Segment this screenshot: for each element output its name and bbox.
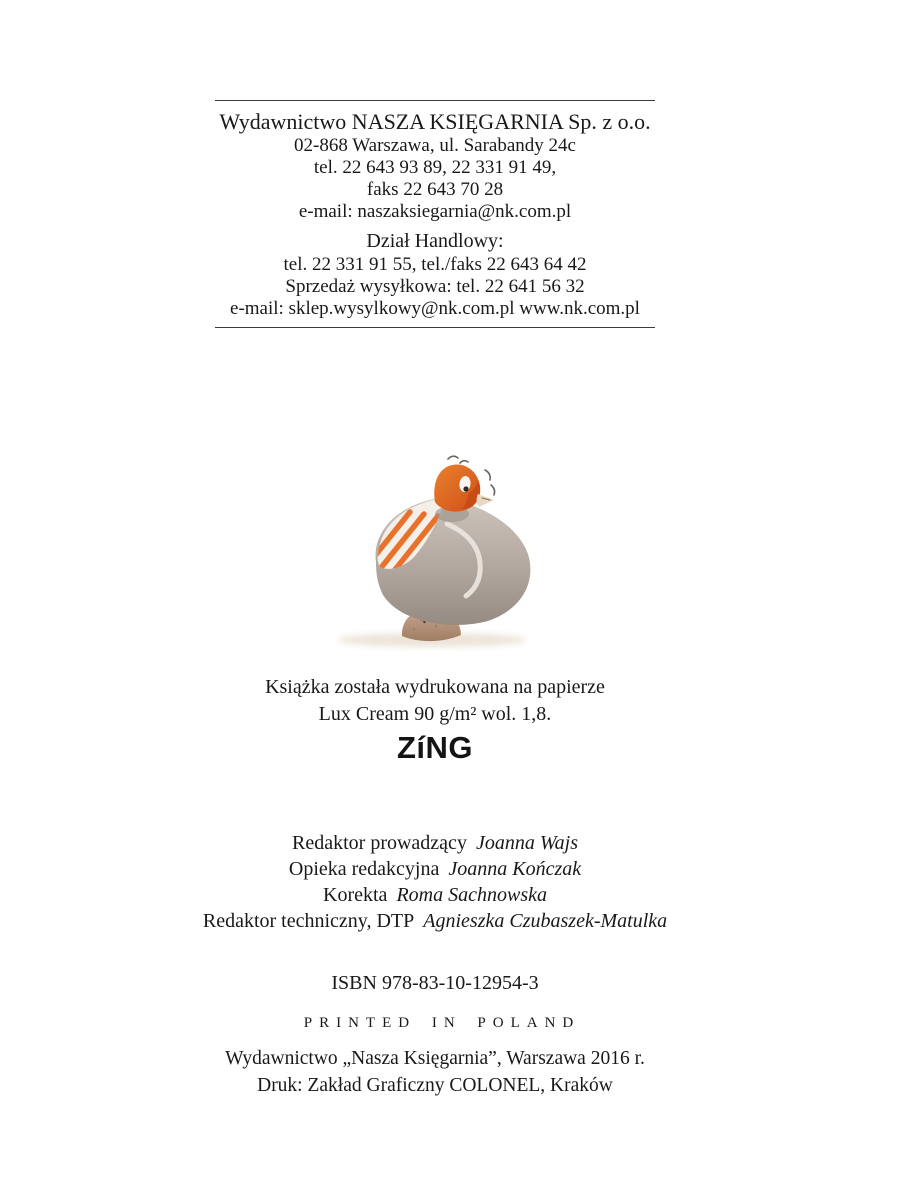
sales-phone: tel. 22 331 91 55, tel./faks 22 643 64 42 (283, 254, 587, 275)
sales-heading: Dział Handlowy: (366, 230, 504, 252)
printed-in-poland: PRINTED IN POLAND (303, 1015, 581, 1031)
zing-paper-logo: ZíNG (396, 730, 474, 765)
credits-block (202, 830, 668, 934)
credit-label: Redaktor techniczny, DTP (202, 910, 415, 932)
isbn-line: ISBN 978-83-10-12954-3 (331, 972, 539, 994)
credit-row (125, 908, 745, 934)
credit-label: Korekta (323, 884, 388, 906)
paper-info-line-1: Książka została wydrukowana na papierze (265, 676, 605, 698)
sales-mail-order: Sprzedaż wysyłkowa: tel. 22 641 56 32 (285, 276, 585, 297)
credit-name: Agnieszka Czubaszek-Matulka (423, 910, 668, 932)
paper-info-line-2: Lux Cream 90 g/m² wol. 1,8. (318, 703, 552, 725)
publisher-address: 02-868 Warszawa, ul. Sarabandy 24c (294, 135, 576, 156)
publisher-email: e-mail: naszaksiegarnia@nk.com.pl (298, 201, 572, 222)
bird-pupil (463, 486, 468, 491)
credit-row (125, 882, 745, 908)
credit-name: Roma Sachnowska (396, 884, 547, 906)
partridge-bird-illustration (332, 454, 582, 654)
imprint-publisher-line: Wydawnictwo „Nasza Księgarnia”, Warszawa 2016 r. (225, 1048, 645, 1069)
credit-row (125, 856, 745, 882)
publisher-phone: tel. 22 643 93 89, 22 331 91 49, (313, 157, 557, 178)
credit-name: Joanna Wajs (475, 832, 578, 854)
credit-row (125, 830, 745, 856)
credit-label: Opieka redakcyjna (288, 858, 440, 880)
imprint-print-line: Druk: Zakład Graficzny COLONEL, Kraków (257, 1075, 613, 1096)
colophon-page (202, 100, 668, 1099)
divider-bottom (215, 327, 655, 328)
publisher-title: Wydawnictwo NASZA KSIĘGARNIA Sp. z o.o. (219, 109, 651, 134)
bird-beak (477, 494, 494, 507)
sales-email-web: e-mail: sklep.wysylkowy@nk.com.pl www.nk.com.pl (230, 298, 640, 319)
publisher-fax: faks 22 643 70 28 (366, 179, 504, 200)
credit-name: Joanna Kończak (448, 858, 582, 880)
credit-label: Redaktor prowadzący (292, 832, 467, 854)
